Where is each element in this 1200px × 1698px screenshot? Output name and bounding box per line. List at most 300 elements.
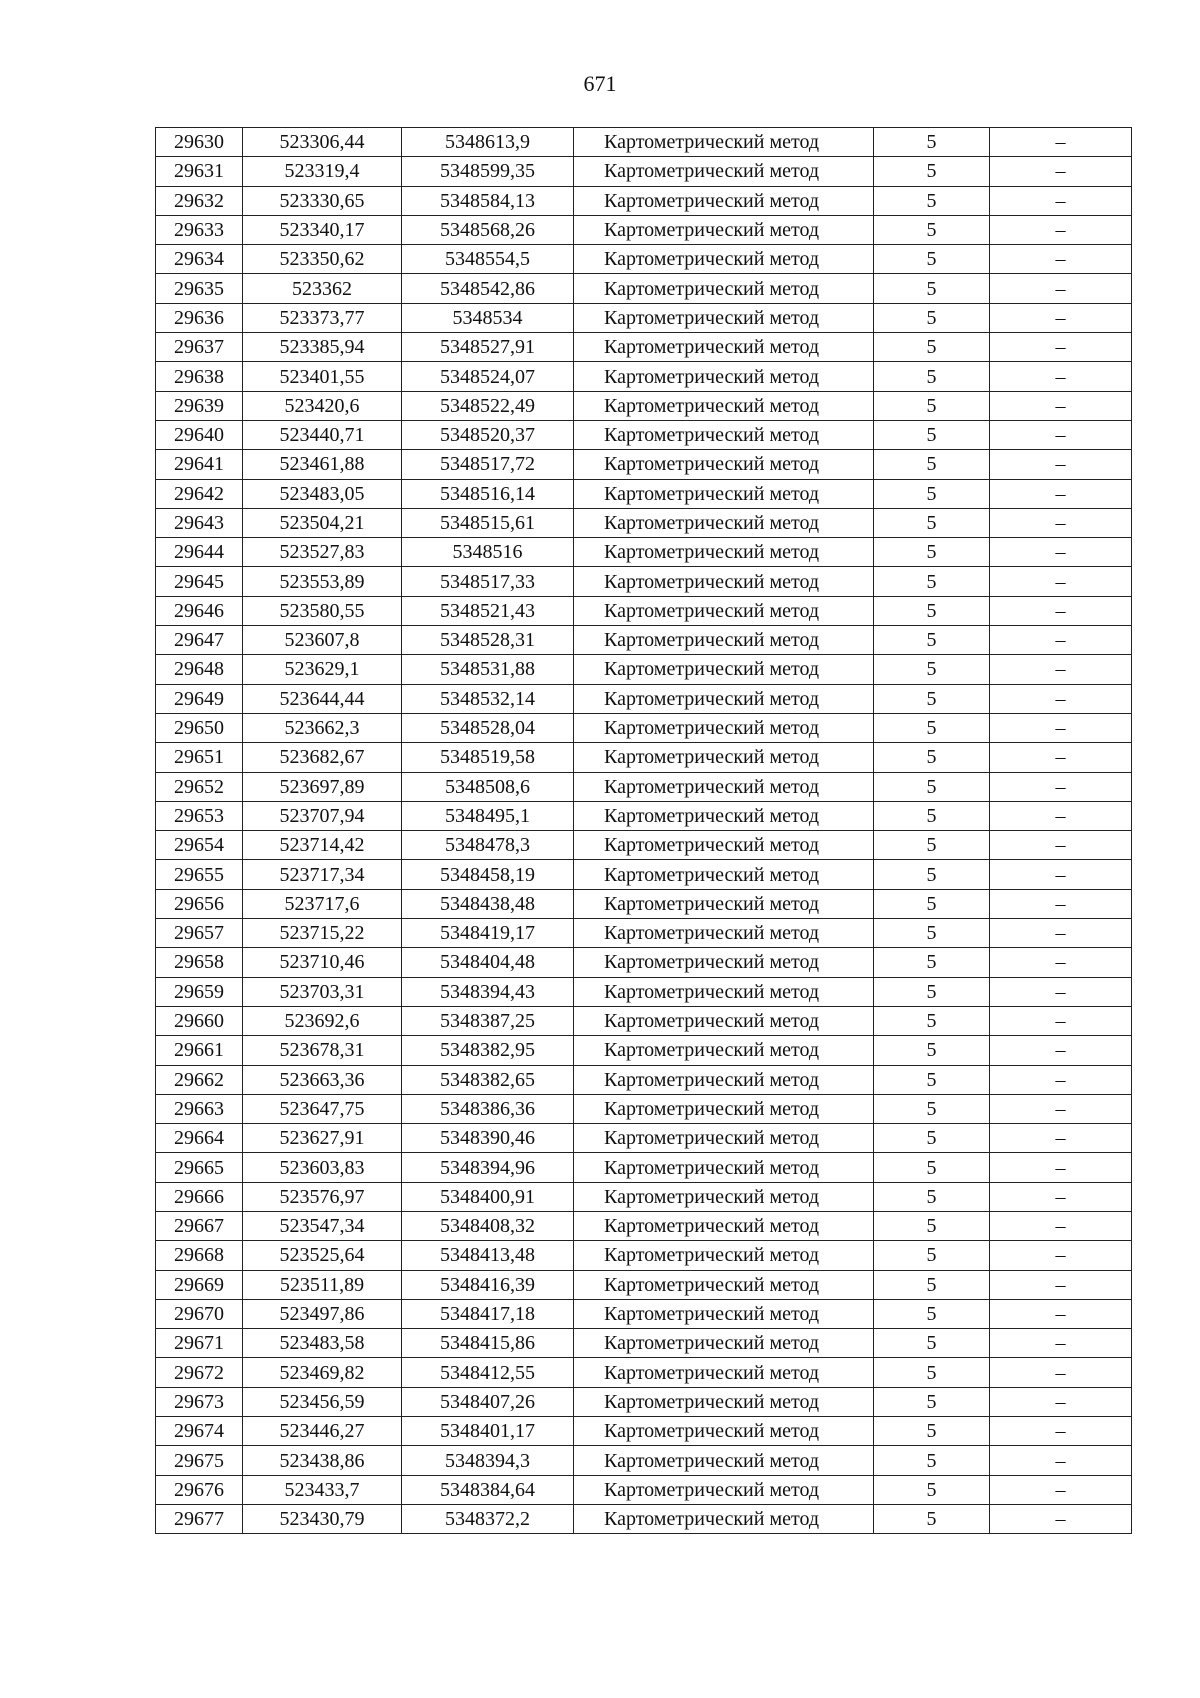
y-coordinate-cell: 5348412,55: [402, 1358, 574, 1387]
point-number-cell: 29657: [156, 919, 243, 948]
precision-cell: 5: [874, 1006, 990, 1035]
precision-cell: 5: [874, 420, 990, 449]
method-cell: Картометрический метод: [574, 596, 874, 625]
x-coordinate-cell: 523401,55: [243, 362, 402, 391]
table-row: [156, 1387, 1132, 1416]
y-coordinate-cell: 5348522,49: [402, 391, 574, 420]
precision-cell: 5: [874, 1153, 990, 1182]
y-coordinate-cell: 5348382,65: [402, 1065, 574, 1094]
note-cell: –: [990, 1182, 1132, 1211]
note-cell: –: [990, 538, 1132, 567]
x-coordinate-cell: 523525,64: [243, 1241, 402, 1270]
method-cell: Картометрический метод: [574, 1211, 874, 1240]
precision-cell: 5: [874, 919, 990, 948]
y-coordinate-cell: 5348387,25: [402, 1006, 574, 1035]
x-coordinate-cell: 523497,86: [243, 1299, 402, 1328]
precision-cell: 5: [874, 1094, 990, 1123]
method-cell: Картометрический метод: [574, 713, 874, 742]
method-cell: Картометрический метод: [574, 567, 874, 596]
y-coordinate-cell: 5348400,91: [402, 1182, 574, 1211]
method-cell: Картометрический метод: [574, 889, 874, 918]
x-coordinate-cell: 523373,77: [243, 303, 402, 332]
note-cell: –: [990, 1036, 1132, 1065]
precision-cell: 5: [874, 186, 990, 215]
y-coordinate-cell: 5348386,36: [402, 1094, 574, 1123]
note-cell: –: [990, 420, 1132, 449]
point-number-cell: 29666: [156, 1182, 243, 1211]
note-cell: –: [990, 919, 1132, 948]
point-number-cell: 29664: [156, 1124, 243, 1153]
x-coordinate-cell: 523340,17: [243, 215, 402, 244]
precision-cell: 5: [874, 274, 990, 303]
y-coordinate-cell: 5348531,88: [402, 655, 574, 684]
method-cell: Картометрический метод: [574, 655, 874, 684]
method-cell: Картометрический метод: [574, 1504, 874, 1533]
precision-cell: 5: [874, 772, 990, 801]
y-coordinate-cell: 5348478,3: [402, 831, 574, 860]
precision-cell: 5: [874, 128, 990, 157]
y-coordinate-cell: 5348416,39: [402, 1270, 574, 1299]
table-row: [156, 655, 1132, 684]
y-coordinate-cell: 5348519,58: [402, 743, 574, 772]
point-number-cell: 29641: [156, 450, 243, 479]
method-cell: Картометрический метод: [574, 684, 874, 713]
precision-cell: 5: [874, 479, 990, 508]
x-coordinate-cell: 523682,67: [243, 743, 402, 772]
y-coordinate-cell: 5348527,91: [402, 333, 574, 362]
table-row: [156, 948, 1132, 977]
x-coordinate-cell: 523644,44: [243, 684, 402, 713]
point-number-cell: 29633: [156, 215, 243, 244]
y-coordinate-cell: 5348542,86: [402, 274, 574, 303]
point-number-cell: 29668: [156, 1241, 243, 1270]
x-coordinate-cell: 523527,83: [243, 538, 402, 567]
x-coordinate-cell: 523627,91: [243, 1124, 402, 1153]
point-number-cell: 29647: [156, 626, 243, 655]
precision-cell: 5: [874, 391, 990, 420]
point-number-cell: 29655: [156, 860, 243, 889]
table-row: [156, 1417, 1132, 1446]
note-cell: –: [990, 1094, 1132, 1123]
x-coordinate-cell: 523350,62: [243, 245, 402, 274]
note-cell: –: [990, 977, 1132, 1006]
method-cell: Картометрический метод: [574, 801, 874, 830]
table-row: [156, 1475, 1132, 1504]
x-coordinate-cell: 523697,89: [243, 772, 402, 801]
method-cell: Картометрический метод: [574, 303, 874, 332]
table-row: [156, 128, 1132, 157]
note-cell: –: [990, 684, 1132, 713]
x-coordinate-cell: 523607,8: [243, 626, 402, 655]
page-number: 671: [583, 71, 617, 96]
table-row: [156, 186, 1132, 215]
table-row: [156, 772, 1132, 801]
point-number-cell: 29672: [156, 1358, 243, 1387]
precision-cell: 5: [874, 801, 990, 830]
note-cell: –: [990, 831, 1132, 860]
note-cell: –: [990, 508, 1132, 537]
coordinates-table: [155, 127, 1132, 1534]
table-row: [156, 1446, 1132, 1475]
precision-cell: 5: [874, 303, 990, 332]
note-cell: –: [990, 772, 1132, 801]
table-row: [156, 831, 1132, 860]
method-cell: Картометрический метод: [574, 977, 874, 1006]
precision-cell: 5: [874, 538, 990, 567]
method-cell: Картометрический метод: [574, 333, 874, 362]
table-row: [156, 977, 1132, 1006]
point-number-cell: 29634: [156, 245, 243, 274]
table-row: [156, 1299, 1132, 1328]
y-coordinate-cell: 5348515,61: [402, 508, 574, 537]
x-coordinate-cell: 523547,34: [243, 1211, 402, 1240]
table-row: [156, 1094, 1132, 1123]
table-row: [156, 860, 1132, 889]
precision-cell: 5: [874, 860, 990, 889]
point-number-cell: 29670: [156, 1299, 243, 1328]
precision-cell: 5: [874, 831, 990, 860]
table-row: [156, 684, 1132, 713]
table-row: [156, 596, 1132, 625]
y-coordinate-cell: 5348568,26: [402, 215, 574, 244]
note-cell: –: [990, 1299, 1132, 1328]
precision-cell: 5: [874, 1270, 990, 1299]
method-cell: Картометрический метод: [574, 1241, 874, 1270]
table-row: [156, 1124, 1132, 1153]
x-coordinate-cell: 523703,31: [243, 977, 402, 1006]
x-coordinate-cell: 523319,4: [243, 157, 402, 186]
point-number-cell: 29665: [156, 1153, 243, 1182]
method-cell: Картометрический метод: [574, 538, 874, 567]
x-coordinate-cell: 523707,94: [243, 801, 402, 830]
point-number-cell: 29671: [156, 1329, 243, 1358]
x-coordinate-cell: 523385,94: [243, 333, 402, 362]
point-number-cell: 29649: [156, 684, 243, 713]
y-coordinate-cell: 5348516: [402, 538, 574, 567]
point-number-cell: 29654: [156, 831, 243, 860]
precision-cell: 5: [874, 1299, 990, 1328]
point-number-cell: 29674: [156, 1417, 243, 1446]
table-row: [156, 479, 1132, 508]
point-number-cell: 29658: [156, 948, 243, 977]
method-cell: Картометрический метод: [574, 391, 874, 420]
y-coordinate-cell: 5348508,6: [402, 772, 574, 801]
method-cell: Картометрический метод: [574, 1182, 874, 1211]
method-cell: Картометрический метод: [574, 274, 874, 303]
point-number-cell: 29645: [156, 567, 243, 596]
precision-cell: 5: [874, 1504, 990, 1533]
y-coordinate-cell: 5348613,9: [402, 128, 574, 157]
note-cell: –: [990, 1329, 1132, 1358]
x-coordinate-cell: 523420,6: [243, 391, 402, 420]
y-coordinate-cell: 5348554,5: [402, 245, 574, 274]
note-cell: –: [990, 596, 1132, 625]
y-coordinate-cell: 5348520,37: [402, 420, 574, 449]
precision-cell: 5: [874, 1358, 990, 1387]
table-row: [156, 274, 1132, 303]
point-number-cell: 29638: [156, 362, 243, 391]
table-row: [156, 1036, 1132, 1065]
y-coordinate-cell: 5348417,18: [402, 1299, 574, 1328]
x-coordinate-cell: 523580,55: [243, 596, 402, 625]
precision-cell: 5: [874, 948, 990, 977]
point-number-cell: 29630: [156, 128, 243, 157]
table-row: [156, 889, 1132, 918]
x-coordinate-cell: 523446,27: [243, 1417, 402, 1446]
table-row: [156, 420, 1132, 449]
y-coordinate-cell: 5348528,04: [402, 713, 574, 742]
method-cell: Картометрический метод: [574, 1387, 874, 1416]
table-row: [156, 1358, 1132, 1387]
note-cell: –: [990, 1211, 1132, 1240]
method-cell: Картометрический метод: [574, 1475, 874, 1504]
x-coordinate-cell: 523662,3: [243, 713, 402, 742]
table-row: [156, 215, 1132, 244]
note-cell: –: [990, 1504, 1132, 1533]
precision-cell: 5: [874, 245, 990, 274]
table-row: [156, 245, 1132, 274]
method-cell: Картометрический метод: [574, 450, 874, 479]
y-coordinate-cell: 5348372,2: [402, 1504, 574, 1533]
point-number-cell: 29646: [156, 596, 243, 625]
note-cell: –: [990, 215, 1132, 244]
note-cell: –: [990, 362, 1132, 391]
precision-cell: 5: [874, 567, 990, 596]
table-row: [156, 743, 1132, 772]
precision-cell: 5: [874, 1065, 990, 1094]
table-row: [156, 626, 1132, 655]
method-cell: Картометрический метод: [574, 128, 874, 157]
note-cell: –: [990, 450, 1132, 479]
x-coordinate-cell: 523456,59: [243, 1387, 402, 1416]
note-cell: –: [990, 626, 1132, 655]
table-row: [156, 1182, 1132, 1211]
note-cell: –: [990, 948, 1132, 977]
point-number-cell: 29643: [156, 508, 243, 537]
x-coordinate-cell: 523717,6: [243, 889, 402, 918]
point-number-cell: 29661: [156, 1036, 243, 1065]
table-row: [156, 1270, 1132, 1299]
y-coordinate-cell: 5348394,43: [402, 977, 574, 1006]
table-row: [156, 450, 1132, 479]
note-cell: –: [990, 1387, 1132, 1416]
note-cell: –: [990, 274, 1132, 303]
note-cell: –: [990, 713, 1132, 742]
precision-cell: 5: [874, 362, 990, 391]
method-cell: Картометрический метод: [574, 186, 874, 215]
y-coordinate-cell: 5348495,1: [402, 801, 574, 830]
x-coordinate-cell: 523483,05: [243, 479, 402, 508]
point-number-cell: 29663: [156, 1094, 243, 1123]
point-number-cell: 29662: [156, 1065, 243, 1094]
y-coordinate-cell: 5348382,95: [402, 1036, 574, 1065]
x-coordinate-cell: 523504,21: [243, 508, 402, 537]
point-number-cell: 29636: [156, 303, 243, 332]
method-cell: Картометрический метод: [574, 919, 874, 948]
y-coordinate-cell: 5348528,31: [402, 626, 574, 655]
x-coordinate-cell: 523430,79: [243, 1504, 402, 1533]
x-coordinate-cell: 523461,88: [243, 450, 402, 479]
x-coordinate-cell: 523710,46: [243, 948, 402, 977]
note-cell: –: [990, 743, 1132, 772]
y-coordinate-cell: 5348517,33: [402, 567, 574, 596]
precision-cell: 5: [874, 450, 990, 479]
note-cell: –: [990, 303, 1132, 332]
x-coordinate-cell: 523647,75: [243, 1094, 402, 1123]
x-coordinate-cell: 523362: [243, 274, 402, 303]
method-cell: Картометрический метод: [574, 1417, 874, 1446]
y-coordinate-cell: 5348390,46: [402, 1124, 574, 1153]
note-cell: –: [990, 1006, 1132, 1035]
y-coordinate-cell: 5348419,17: [402, 919, 574, 948]
precision-cell: 5: [874, 1211, 990, 1240]
note-cell: –: [990, 1475, 1132, 1504]
point-number-cell: 29632: [156, 186, 243, 215]
x-coordinate-cell: 523576,97: [243, 1182, 402, 1211]
y-coordinate-cell: 5348524,07: [402, 362, 574, 391]
x-coordinate-cell: 523678,31: [243, 1036, 402, 1065]
note-cell: –: [990, 1241, 1132, 1270]
precision-cell: 5: [874, 1387, 990, 1416]
table-row: [156, 1006, 1132, 1035]
table-row: [156, 1241, 1132, 1270]
precision-cell: 5: [874, 977, 990, 1006]
precision-cell: 5: [874, 626, 990, 655]
x-coordinate-cell: 523438,86: [243, 1446, 402, 1475]
point-number-cell: 29637: [156, 333, 243, 362]
precision-cell: 5: [874, 713, 990, 742]
x-coordinate-cell: 523603,83: [243, 1153, 402, 1182]
y-coordinate-cell: 5348521,43: [402, 596, 574, 625]
precision-cell: 5: [874, 1124, 990, 1153]
x-coordinate-cell: 523511,89: [243, 1270, 402, 1299]
table-row: [156, 801, 1132, 830]
table-row: [156, 713, 1132, 742]
method-cell: Картометрический метод: [574, 860, 874, 889]
y-coordinate-cell: 5348516,14: [402, 479, 574, 508]
x-coordinate-cell: 523469,82: [243, 1358, 402, 1387]
y-coordinate-cell: 5348408,32: [402, 1211, 574, 1240]
precision-cell: 5: [874, 215, 990, 244]
note-cell: –: [990, 1124, 1132, 1153]
method-cell: Картометрический метод: [574, 1094, 874, 1123]
note-cell: –: [990, 889, 1132, 918]
x-coordinate-cell: 523663,36: [243, 1065, 402, 1094]
point-number-cell: 29676: [156, 1475, 243, 1504]
method-cell: Картометрический метод: [574, 1065, 874, 1094]
y-coordinate-cell: 5348438,48: [402, 889, 574, 918]
note-cell: –: [990, 1446, 1132, 1475]
x-coordinate-cell: 523483,58: [243, 1329, 402, 1358]
method-cell: Картометрический метод: [574, 1446, 874, 1475]
table-row: [156, 391, 1132, 420]
method-cell: Картометрический метод: [574, 362, 874, 391]
note-cell: –: [990, 157, 1132, 186]
method-cell: Картометрический метод: [574, 420, 874, 449]
point-number-cell: 29675: [156, 1446, 243, 1475]
note-cell: –: [990, 186, 1132, 215]
y-coordinate-cell: 5348394,3: [402, 1446, 574, 1475]
method-cell: Картометрический метод: [574, 1270, 874, 1299]
x-coordinate-cell: 523433,7: [243, 1475, 402, 1504]
y-coordinate-cell: 5348404,48: [402, 948, 574, 977]
note-cell: –: [990, 860, 1132, 889]
precision-cell: 5: [874, 1036, 990, 1065]
precision-cell: 5: [874, 157, 990, 186]
method-cell: Картометрический метод: [574, 831, 874, 860]
x-coordinate-cell: 523553,89: [243, 567, 402, 596]
note-cell: –: [990, 801, 1132, 830]
method-cell: Картометрический метод: [574, 479, 874, 508]
point-number-cell: 29673: [156, 1387, 243, 1416]
y-coordinate-cell: 5348532,14: [402, 684, 574, 713]
table-row: [156, 567, 1132, 596]
precision-cell: 5: [874, 889, 990, 918]
method-cell: Картометрический метод: [574, 743, 874, 772]
method-cell: Картометрический метод: [574, 1299, 874, 1328]
precision-cell: 5: [874, 596, 990, 625]
precision-cell: 5: [874, 1329, 990, 1358]
note-cell: –: [990, 128, 1132, 157]
table-row: [156, 919, 1132, 948]
point-number-cell: 29644: [156, 538, 243, 567]
y-coordinate-cell: 5348517,72: [402, 450, 574, 479]
x-coordinate-cell: 523715,22: [243, 919, 402, 948]
table-row: [156, 303, 1132, 332]
method-cell: Картометрический метод: [574, 245, 874, 274]
point-number-cell: 29639: [156, 391, 243, 420]
y-coordinate-cell: 5348415,86: [402, 1329, 574, 1358]
point-number-cell: 29640: [156, 420, 243, 449]
method-cell: Картометрический метод: [574, 508, 874, 537]
note-cell: –: [990, 1358, 1132, 1387]
note-cell: –: [990, 567, 1132, 596]
precision-cell: 5: [874, 1475, 990, 1504]
method-cell: Картометрический метод: [574, 1153, 874, 1182]
point-number-cell: 29652: [156, 772, 243, 801]
point-number-cell: 29650: [156, 713, 243, 742]
point-number-cell: 29660: [156, 1006, 243, 1035]
table-row: [156, 157, 1132, 186]
precision-cell: 5: [874, 684, 990, 713]
note-cell: –: [990, 1153, 1132, 1182]
note-cell: –: [990, 1065, 1132, 1094]
method-cell: Картометрический метод: [574, 626, 874, 655]
note-cell: –: [990, 333, 1132, 362]
precision-cell: 5: [874, 1241, 990, 1270]
table-row: [156, 362, 1132, 391]
x-coordinate-cell: 523330,65: [243, 186, 402, 215]
method-cell: Картометрический метод: [574, 948, 874, 977]
y-coordinate-cell: 5348384,64: [402, 1475, 574, 1504]
x-coordinate-cell: 523629,1: [243, 655, 402, 684]
method-cell: Картометрический метод: [574, 1329, 874, 1358]
coordinates-table-body: [156, 128, 1132, 1534]
y-coordinate-cell: 5348534: [402, 303, 574, 332]
x-coordinate-cell: 523714,42: [243, 831, 402, 860]
precision-cell: 5: [874, 1417, 990, 1446]
point-number-cell: 29635: [156, 274, 243, 303]
point-number-cell: 29651: [156, 743, 243, 772]
y-coordinate-cell: 5348394,96: [402, 1153, 574, 1182]
method-cell: Картометрический метод: [574, 772, 874, 801]
note-cell: –: [990, 479, 1132, 508]
precision-cell: 5: [874, 508, 990, 537]
x-coordinate-cell: 523440,71: [243, 420, 402, 449]
x-coordinate-cell: 523717,34: [243, 860, 402, 889]
y-coordinate-cell: 5348401,17: [402, 1417, 574, 1446]
table-row: [156, 1504, 1132, 1533]
